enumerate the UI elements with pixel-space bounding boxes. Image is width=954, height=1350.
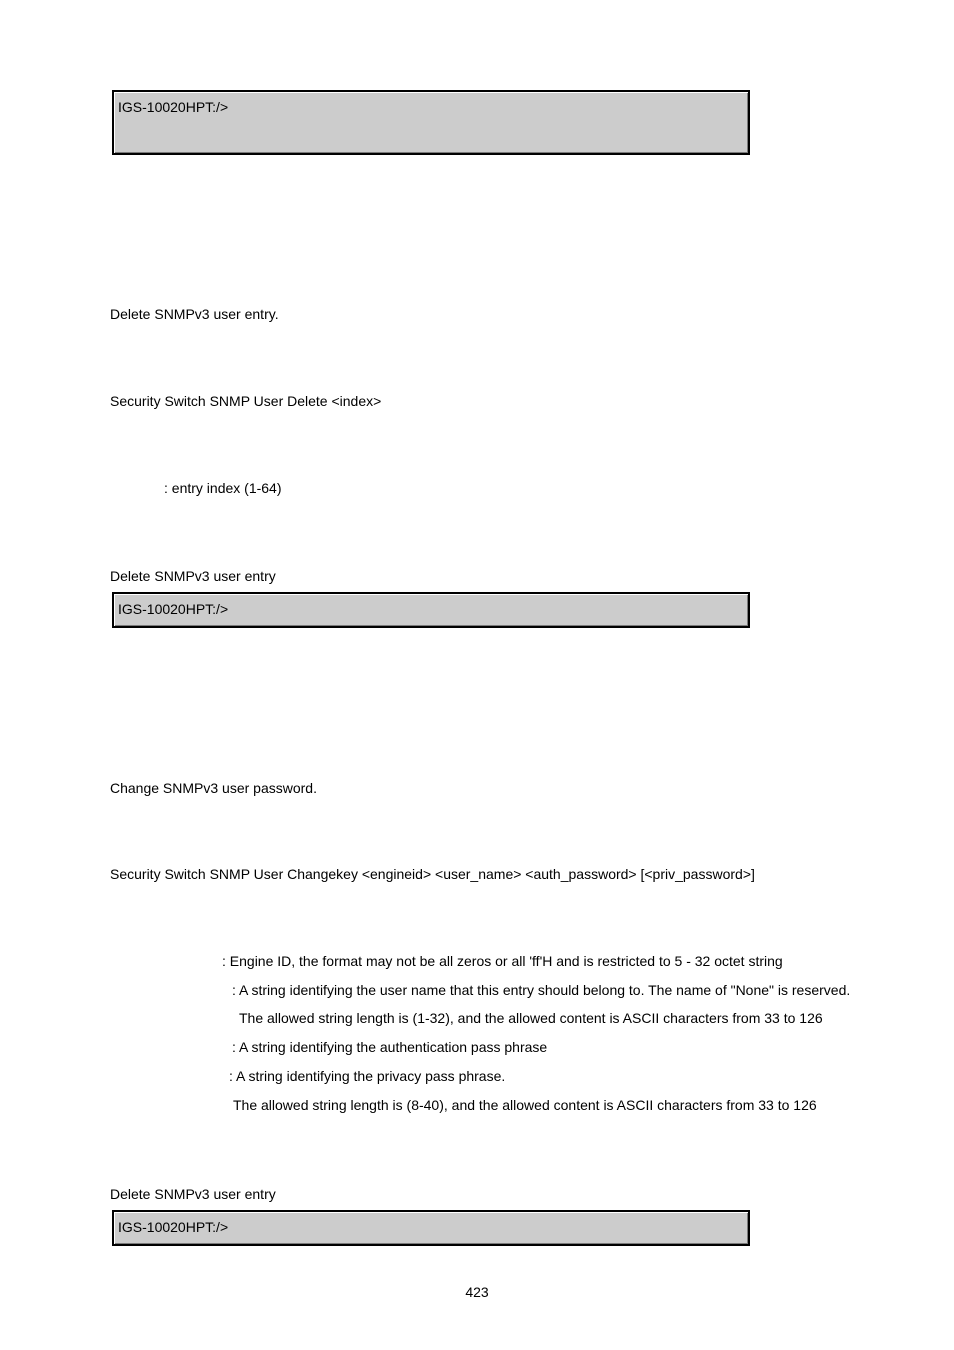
command-syntax: Security Switch SNMP User Delete <index> [110,393,382,409]
cli-example-box-3 [112,1210,750,1246]
parameter-index: : entry index (1-64) [164,480,282,496]
parameter-user-name: : A string identifying the user name that this entry should belong to. The name of "None" is reserved. [232,982,851,998]
parameter-priv-password: : A string identifying the privacy pass phrase. [229,1068,506,1084]
parameter-priv-password-detail: The allowed string length is (8-40), and the allowed content is ASCII characters from 33 to 126 [233,1097,817,1113]
command-description: Change SNMPv3 user password. [110,780,317,796]
cli-prompt: IGS-10020HPT:/> [118,601,229,617]
cli-example-box-1 [112,90,750,155]
page-number: 423 [465,1284,489,1300]
cli-example-box-2 [112,592,750,628]
parameter-auth-password: : A string identifying the authentication pass phrase [232,1039,548,1055]
example-caption: Delete SNMPv3 user entry [110,568,276,584]
cli-prompt: IGS-10020HPT:/> [118,99,229,115]
parameter-user-name-detail: The allowed string length is (1-32), and the allowed content is ASCII characters from 33 to 126 [239,1010,823,1026]
command-description: Delete SNMPv3 user entry. [110,306,279,322]
command-syntax: Security Switch SNMP User Changekey <engineid> <user_name> <auth_password> [<priv_password>] [110,866,755,882]
example-caption: Delete SNMPv3 user entry [110,1186,276,1202]
parameter-engineid: : Engine ID, the format may not be all zeros or all 'ff'H and is restricted to 5 - 32 octet string [222,953,783,969]
cli-prompt: IGS-10020HPT:/> [118,1219,229,1235]
